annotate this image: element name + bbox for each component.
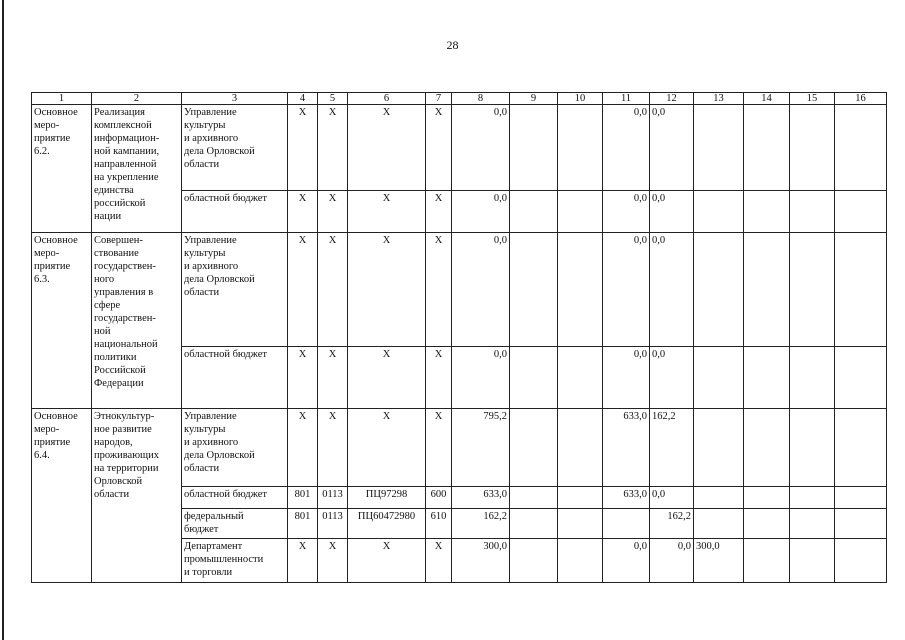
header-col-6: 6 [348,93,426,105]
executor: Департамент промышленности и торговли [182,539,288,583]
table-row [32,233,887,347]
cell-col-14 [744,105,790,191]
cell-col-7: Х [426,233,452,347]
cell-col-16 [835,105,887,191]
cell-col-5: 0113 [318,487,348,509]
header-col-15: 15 [790,93,835,105]
cell-col-12: 162,2 [650,409,694,487]
budget-source: областной бюджет [182,347,288,409]
page-left-border [2,0,4,640]
budget-source: областной бюджет [182,487,288,509]
cell-col-6: Х [348,191,426,233]
cell-col-12: 0,0 [650,539,694,583]
cell-col-9 [510,105,558,191]
budget-table [31,92,887,583]
cell-col-4: Х [288,409,318,487]
cell-col-15 [790,539,835,583]
cell-col-14 [744,233,790,347]
cell-col-10 [558,191,603,233]
table-row [32,105,887,191]
cell-col-9 [510,347,558,409]
cell-col-16 [835,409,887,487]
header-col-14: 14 [744,93,790,105]
header-col-3: 3 [182,93,288,105]
cell-col-10 [558,233,603,347]
event-code: Основное меро- приятие 6.2. [32,105,92,233]
cell-col-6: Х [348,409,426,487]
cell-col-11 [603,509,650,539]
cell-col-14 [744,539,790,583]
cell-col-4: Х [288,347,318,409]
cell-col-10 [558,347,603,409]
event-code: Основное меро- приятие 6.4. [32,409,92,583]
header-col-9: 9 [510,93,558,105]
cell-col-10 [558,509,603,539]
cell-col-14 [744,347,790,409]
cell-col-7: 610 [426,509,452,539]
event-code: Основное меро- приятие 6.3. [32,233,92,409]
cell-col-10 [558,539,603,583]
cell-col-8: 0,0 [452,347,510,409]
cell-col-8: 633,0 [452,487,510,509]
header-col-13: 13 [694,93,744,105]
cell-col-9 [510,509,558,539]
cell-col-12: 0,0 [650,347,694,409]
cell-col-9 [510,191,558,233]
cell-col-9 [510,539,558,583]
cell-col-14 [744,191,790,233]
cell-col-8: 0,0 [452,105,510,191]
header-col-10: 10 [558,93,603,105]
cell-col-10 [558,409,603,487]
cell-col-15 [790,233,835,347]
cell-col-6: Х [348,539,426,583]
cell-col-4: Х [288,233,318,347]
cell-col-15 [790,509,835,539]
cell-col-8: 795,2 [452,409,510,487]
header-col-1: 1 [32,93,92,105]
header-col-16: 16 [835,93,887,105]
cell-col-13 [694,105,744,191]
executor: Управление культуры и архивного дела Орловской области [182,105,288,191]
cell-col-6: ПЦ97298 [348,487,426,509]
cell-col-7: Х [426,409,452,487]
cell-col-7: Х [426,347,452,409]
cell-col-13 [694,509,744,539]
cell-col-13 [694,233,744,347]
cell-col-4: Х [288,191,318,233]
cell-col-12: 0,0 [650,487,694,509]
header-col-2: 2 [92,93,182,105]
cell-col-5: Х [318,105,348,191]
cell-col-6: Х [348,233,426,347]
cell-col-13 [694,191,744,233]
page-number: 28 [446,38,459,52]
event-description: Совершен- ствование государствен- ного управления в сфере государствен- ной национальной политики Российской Федерации [92,233,182,409]
cell-col-4: Х [288,539,318,583]
cell-col-12: 0,0 [650,191,694,233]
executor: Управление культуры и архивного дела Орловской области [182,409,288,487]
cell-col-16 [835,487,887,509]
header-col-7: 7 [426,93,452,105]
cell-col-16 [835,539,887,583]
cell-col-11: 633,0 [603,409,650,487]
cell-col-5: 0113 [318,509,348,539]
cell-col-13 [694,409,744,487]
cell-col-8: 0,0 [452,191,510,233]
cell-col-8: 0,0 [452,233,510,347]
cell-col-11: 0,0 [603,233,650,347]
cell-col-5: Х [318,347,348,409]
cell-col-9 [510,487,558,509]
cell-col-7: 600 [426,487,452,509]
cell-col-15 [790,409,835,487]
header-col-12: 12 [650,93,694,105]
cell-col-12: 0,0 [650,105,694,191]
cell-col-16 [835,191,887,233]
cell-col-11: 0,0 [603,191,650,233]
cell-col-7: Х [426,539,452,583]
cell-col-4: 801 [288,487,318,509]
cell-col-12: 162,2 [650,509,694,539]
cell-col-5: Х [318,539,348,583]
cell-col-5: Х [318,191,348,233]
cell-col-15 [790,191,835,233]
cell-col-16 [835,509,887,539]
cell-col-14 [744,487,790,509]
cell-col-14 [744,509,790,539]
cell-col-8: 300,0 [452,539,510,583]
header-col-5: 5 [318,93,348,105]
cell-col-11: 0,0 [603,105,650,191]
cell-col-15 [790,347,835,409]
cell-col-16 [835,233,887,347]
cell-col-16 [835,347,887,409]
header-col-4: 4 [288,93,318,105]
cell-col-13 [694,487,744,509]
cell-col-10 [558,487,603,509]
cell-col-5: Х [318,233,348,347]
header-row [32,93,887,105]
cell-col-7: Х [426,105,452,191]
cell-col-4: 801 [288,509,318,539]
cell-col-6: Х [348,105,426,191]
cell-col-14 [744,409,790,487]
cell-col-11: 633,0 [603,487,650,509]
event-description: Реализация комплексной информацион- ной кампании, направленной на укрепление единства российской нации [92,105,182,233]
event-description: Этнокультур- ное развитие народов, проживающих на территории Орловской области [92,409,182,583]
cell-col-11: 0,0 [603,539,650,583]
cell-col-10 [558,105,603,191]
cell-col-6: Х [348,347,426,409]
cell-col-15 [790,105,835,191]
executor: Управление культуры и архивного дела Орловской области [182,233,288,347]
table-row [32,409,887,487]
budget-source: областной бюджет [182,191,288,233]
cell-col-11: 0,0 [603,347,650,409]
cell-col-7: Х [426,191,452,233]
cell-col-13 [694,347,744,409]
cell-col-9 [510,233,558,347]
cell-col-13: 300,0 [694,539,744,583]
cell-col-12: 0,0 [650,233,694,347]
budget-source: федеральный бюджет [182,509,288,539]
cell-col-4: Х [288,105,318,191]
cell-col-15 [790,487,835,509]
header-col-8: 8 [452,93,510,105]
header-col-11: 11 [603,93,650,105]
cell-col-5: Х [318,409,348,487]
cell-col-8: 162,2 [452,509,510,539]
cell-col-6: ПЦ60472980 [348,509,426,539]
cell-col-9 [510,409,558,487]
